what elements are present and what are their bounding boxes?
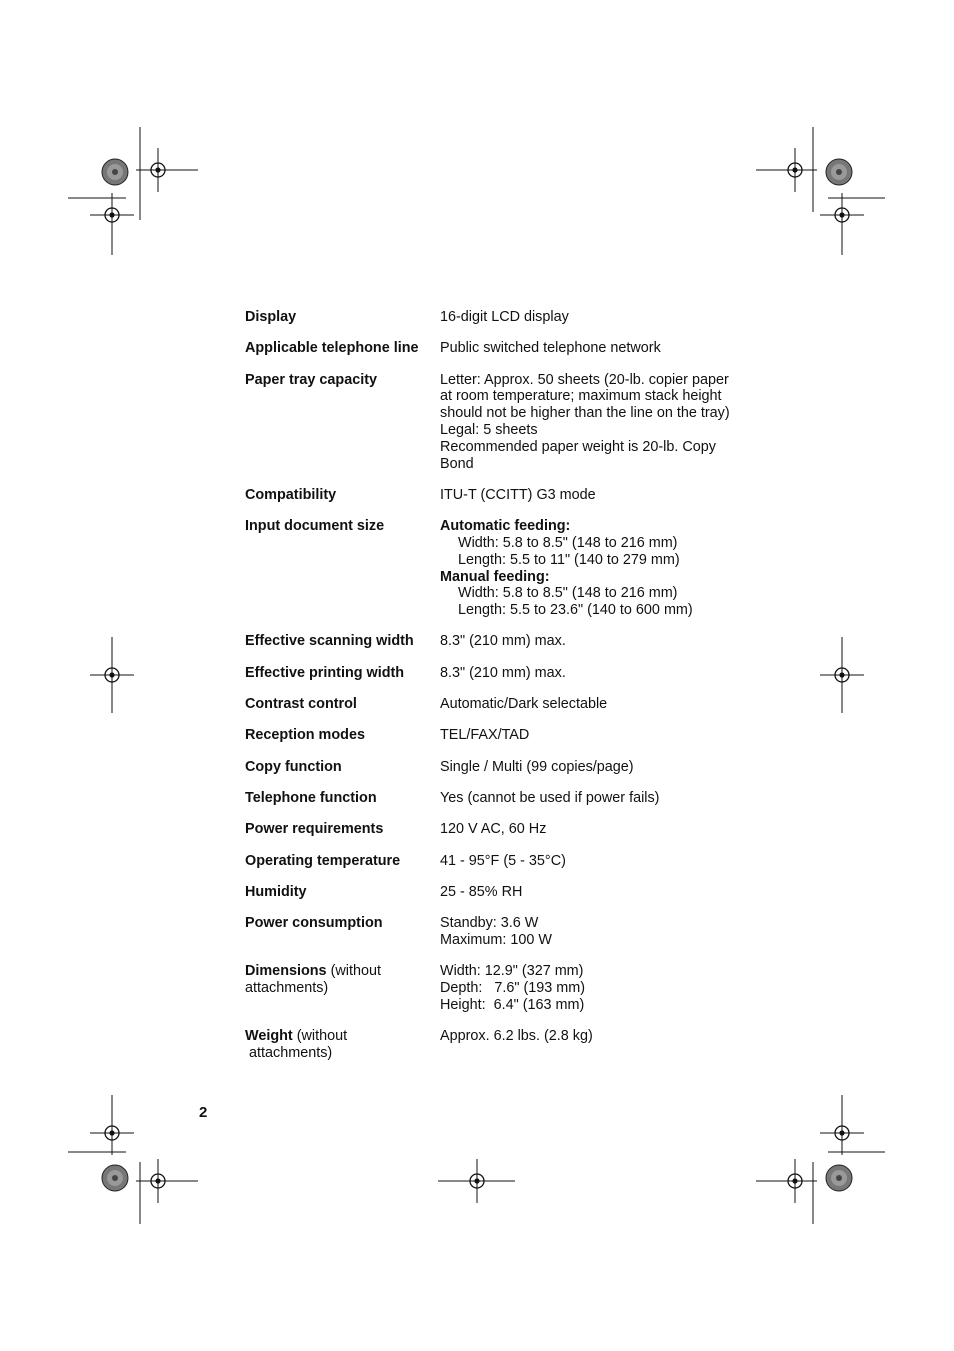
spec-label-text: Power consumption	[245, 915, 383, 932]
spec-label	[245, 915, 440, 963]
spec-value-line: 41 - 95°F (5 - 35°C)	[440, 852, 566, 869]
crosshair-mark	[820, 653, 864, 697]
crosshair-mark	[90, 193, 134, 237]
spec-label-text: Effective scanning width	[245, 633, 414, 650]
spec-value-line: Manual feeding:	[440, 568, 550, 585]
spec-value	[440, 372, 765, 487]
spec-label	[245, 790, 440, 821]
spec-value	[440, 665, 765, 696]
spec-label-text: Power requirements	[245, 821, 384, 838]
spec-label	[245, 884, 440, 915]
spec-label	[245, 696, 440, 727]
spec-label-note: (without attachments)	[245, 963, 385, 997]
spec-value	[440, 487, 765, 518]
page-number: 2	[199, 1104, 208, 1121]
spec-label-text: Compatibility	[245, 486, 337, 503]
spec-value	[440, 759, 765, 790]
spec-label-text: Paper tray capacity	[245, 371, 377, 388]
spec-row	[245, 665, 765, 696]
spec-row	[245, 821, 765, 852]
spec-label-text: Dimensions	[245, 963, 327, 980]
spec-value	[440, 696, 765, 727]
color-rosette-mark	[102, 1165, 128, 1191]
specifications-body	[245, 309, 765, 1076]
spec-value-line: 16-digit LCD display	[440, 309, 569, 325]
spec-label-text: Applicable telephone line	[245, 340, 419, 357]
crosshair-mark	[455, 1159, 499, 1203]
spec-value-line: Height: 6.4" (163 mm)	[440, 996, 585, 1013]
spec-value-line: Automatic feeding:	[440, 518, 571, 535]
spec-value-line: Letter: Approx. 50 sheets (20-lb. copier paper	[440, 371, 729, 388]
spec-row	[245, 759, 765, 790]
spec-label	[245, 853, 440, 884]
spec-value-line: Width: 12.9" (327 mm)	[440, 963, 584, 980]
spec-label	[245, 487, 440, 518]
spec-value-line: at room temperature; maximum stack height	[440, 388, 722, 405]
spec-label-text: Display	[245, 309, 297, 325]
spec-row	[245, 915, 765, 963]
spec-value-line: Public switched telephone network	[440, 340, 661, 357]
spec-value	[440, 309, 765, 340]
spec-value	[440, 518, 765, 633]
crosshair-mark	[820, 193, 864, 237]
crosshair-mark	[136, 148, 180, 192]
spec-row	[245, 884, 765, 915]
spec-value-line: 25 - 85% RH	[440, 883, 523, 900]
spec-row	[245, 633, 765, 664]
spec-label	[245, 759, 440, 790]
spec-value	[440, 853, 765, 884]
spec-value-line: ITU-T (CCITT) G3 mode	[440, 486, 596, 503]
crosshair-mark	[820, 1111, 864, 1155]
spec-label	[245, 665, 440, 696]
spec-value-line: Depth: 7.6" (193 mm)	[440, 980, 586, 997]
spec-value-line: Legal: 5 sheets	[440, 421, 538, 438]
spec-label	[245, 963, 440, 1028]
spec-row	[245, 487, 765, 518]
color-rosette-mark	[826, 1165, 852, 1191]
spec-value-line: Approx. 6.2 lbs. (2.8 kg)	[440, 1028, 593, 1045]
color-rosette-mark	[826, 159, 852, 185]
spec-value	[440, 790, 765, 821]
spec-value-line: Single / Multi (99 copies/page)	[440, 758, 634, 775]
crosshair-mark	[136, 1159, 180, 1203]
spec-label	[245, 340, 440, 371]
spec-label	[245, 309, 440, 340]
spec-row	[245, 790, 765, 821]
spec-label-text: Reception modes	[245, 727, 365, 744]
spec-label-text: Contrast control	[245, 696, 357, 713]
spec-row	[245, 518, 765, 633]
spec-label-text: Weight	[245, 1028, 293, 1045]
spec-label	[245, 372, 440, 487]
spec-value-line: Length: 5.5 to 23.6" (140 to 600 mm)	[458, 602, 693, 619]
spec-label	[245, 518, 440, 633]
spec-value-line: Width: 5.8 to 8.5" (148 to 216 mm)	[458, 585, 678, 602]
spec-label-text: Effective printing width	[245, 664, 405, 681]
spec-value-line: Automatic/Dark selectable	[440, 696, 608, 713]
spec-value-line: Recommended paper weight is 20-lb. Copy	[440, 438, 716, 455]
spec-value-line: 8.3" (210 mm) max.	[440, 664, 566, 681]
spec-value	[440, 1028, 765, 1076]
spec-value-line: Bond	[440, 455, 474, 472]
crosshair-mark	[90, 653, 134, 697]
spec-value	[440, 963, 765, 1028]
spec-label	[245, 633, 440, 664]
spec-value-line: Maximum: 100 W	[440, 931, 552, 948]
crosshair-mark	[773, 148, 817, 192]
spec-value-line: TEL/FAX/TAD	[440, 727, 530, 744]
spec-value	[440, 727, 765, 758]
spec-value-line: Standby: 3.6 W	[440, 915, 539, 932]
spec-label	[245, 821, 440, 852]
spec-value-line: Width: 5.8 to 8.5" (148 to 216 mm)	[458, 534, 678, 551]
spec-row	[245, 1028, 765, 1076]
crosshair-mark	[90, 1111, 134, 1155]
spec-row	[245, 696, 765, 727]
spec-label	[245, 727, 440, 758]
spec-label-text: Copy function	[245, 758, 342, 775]
specifications-table	[245, 309, 765, 1076]
spec-value-line: should not be higher than the line on the tray)	[440, 405, 730, 422]
spec-row	[245, 309, 765, 340]
spec-value-line: 120 V AC, 60 Hz	[440, 821, 547, 838]
spec-value-line: Yes (cannot be used if power fails)	[440, 789, 660, 806]
spec-label	[245, 1028, 440, 1076]
spec-value-line: Length: 5.5 to 11" (140 to 279 mm)	[458, 551, 680, 568]
spec-value	[440, 821, 765, 852]
spec-value	[440, 340, 765, 371]
spec-value	[440, 633, 765, 664]
spec-label-note: (without attachments)	[249, 1028, 348, 1061]
spec-row	[245, 853, 765, 884]
crosshair-mark	[773, 1159, 817, 1203]
spec-row	[245, 727, 765, 758]
spec-value	[440, 915, 765, 963]
spec-label-text: Input document size	[245, 518, 385, 535]
spec-label-text: Operating temperature	[245, 852, 401, 869]
spec-row	[245, 963, 765, 1028]
spec-label-text: Telephone function	[245, 789, 377, 806]
spec-label-text: Humidity	[245, 883, 307, 900]
color-rosette-mark	[102, 159, 128, 185]
spec-value	[440, 884, 765, 915]
spec-row	[245, 372, 765, 487]
spec-value-line: 8.3" (210 mm) max.	[440, 633, 566, 650]
spec-row	[245, 340, 765, 371]
